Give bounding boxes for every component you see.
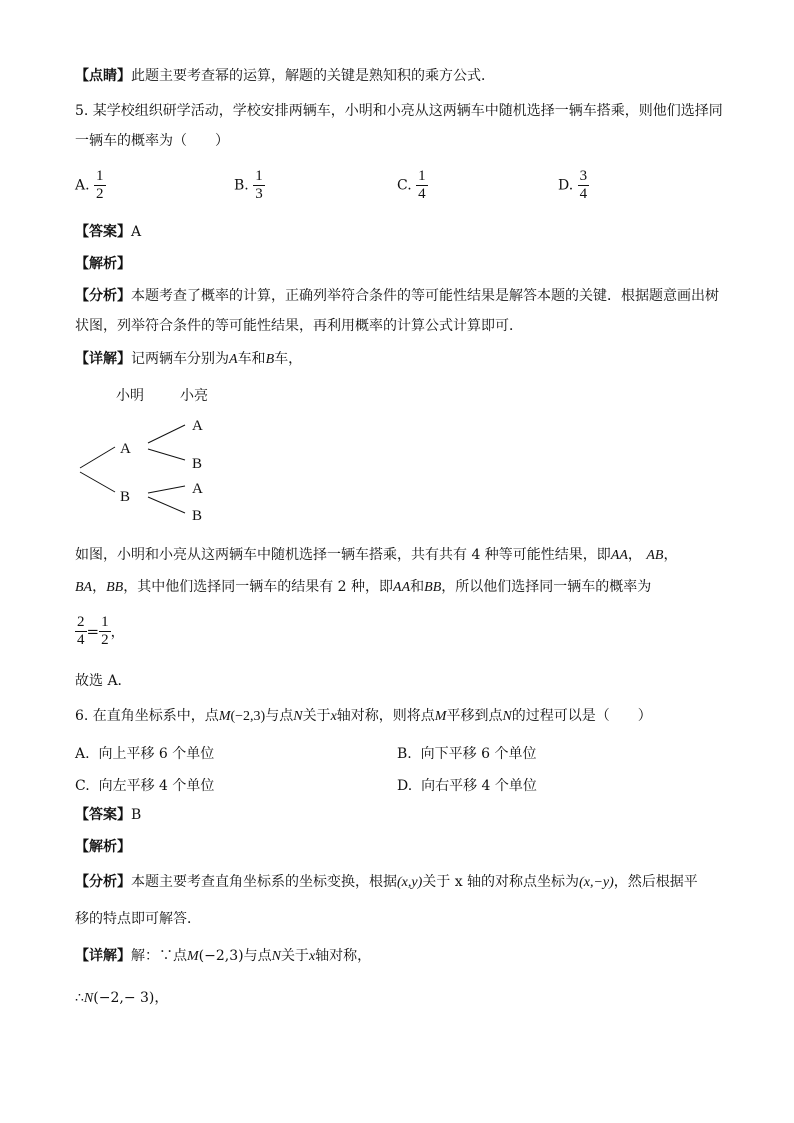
q6-fenxi-line2: 移的特点即可解答． — [75, 911, 201, 927]
fraction: $\frac{1}{2}$ — [101, 614, 109, 648]
q5-stem-line1: 5. 某学校组织研学活动，学校安排两辆车，小明和小亮从这两辆车中随机选择一辆车搭乘，则他们选择同 — [75, 103, 723, 119]
q5-option-a — [75, 168, 106, 203]
tree-branch — [148, 486, 185, 493]
q6-jiexi-heading: 【解析】 — [75, 839, 131, 855]
tree-leaf-b: B — [192, 456, 203, 472]
q6-therefore-line: ∴N(−2,− 3)， — [75, 990, 169, 1006]
q5-detail-line: 【详解】记两辆车分别为A车和B车， — [75, 351, 303, 367]
q5-option-d — [558, 168, 589, 203]
option-fraction: $\frac{1}{4}$ — [418, 168, 426, 202]
q5-option-c — [397, 168, 428, 203]
q5-answer: A — [131, 224, 142, 240]
q5-para1: 如图，小明和小亮从这两辆车中随机选择一辆车搭乘，共有共有 4 种等可能性结果，即AA， AB， — [75, 547, 678, 563]
tree-label-xiaoming: 小明 — [116, 388, 144, 404]
dianjing-text: 此题主要考查幂的运算，解题的关键是熟知积的乘方公式． — [131, 68, 495, 84]
q5-equation: $\frac{2}{4}$ = $\frac{1}{2}$ ， — [77, 614, 125, 648]
q6-option-b: B. 向下平移 6 个单位 — [397, 746, 537, 762]
q5-jiexi-heading: 【解析】 — [75, 256, 131, 272]
q6-fenxi-line1: 【分析】本题主要考查直角坐标系的坐标变换，根据(x,y)关于 x 轴的对称点坐标为(x,−y)，然后根据平 — [75, 874, 698, 890]
q6-option-d: D. 向右平移 4 个单位 — [397, 778, 537, 794]
fenxi-heading: 【分析】 — [75, 288, 131, 304]
tree-branch — [148, 449, 185, 460]
tree-node-a: A — [120, 441, 131, 457]
answer-heading: 【答案】 — [75, 807, 131, 823]
tree-node-b: B — [120, 489, 131, 505]
tree-leaf-a: A — [192, 481, 203, 497]
q6-answer: B — [131, 807, 142, 823]
q5-para2: BA，BB，其中他们选择同一辆车的结果有 2 种，即AA和BB，所以他们选择同一辆车的概率为 — [75, 579, 652, 595]
q5-option-b — [234, 168, 265, 203]
fenxi-heading: 【分析】 — [75, 874, 131, 890]
option-letter: B. — [234, 177, 249, 194]
answer-heading: 【答案】 — [75, 224, 131, 240]
fraction: $\frac{2}{4}$ — [77, 614, 85, 648]
tree-branch — [80, 472, 115, 492]
tree-leaf-b: B — [192, 508, 203, 524]
tree-diagram — [70, 380, 230, 530]
q5-fenxi-line1 — [75, 286, 719, 306]
tree-label-xiaoliang: 小亮 — [180, 388, 208, 404]
q5-fenxi-line2: 状图，列举符合条件的等可能性结果，再利用概率的计算公式计算即可． — [75, 318, 523, 334]
option-letter: D. — [558, 177, 574, 194]
fenxi-text: 本题考查了概率的计算，正确列举符合条件的等可能性结果是解答本题的关键．根据题意画出树 — [131, 288, 719, 304]
dianjing-heading: 【点睛】 — [75, 68, 131, 84]
detail-heading: 【详解】 — [75, 948, 131, 964]
option-fraction: $\frac{1}{2}$ — [96, 168, 104, 202]
q6-detail-line: 【详解】解：∵点M(−2,3)与点N关于x轴对称， — [75, 948, 372, 964]
tree-branch — [80, 447, 115, 468]
q6-stem: 6. 在直角坐标系中，点M(−2,3)与点N关于x轴对称，则将点M平移到点N的过程可以是（ ） — [75, 708, 652, 724]
q6-answer-line — [75, 805, 141, 825]
tree-leaf-a: A — [192, 418, 203, 434]
dianjing-line — [75, 66, 495, 86]
option-fraction: $\frac{3}{4}$ — [579, 168, 588, 202]
tree-branch — [148, 425, 185, 443]
q6-option-a: A. 向上平移 6 个单位 — [75, 746, 215, 762]
option-letter: A. — [75, 177, 90, 194]
q5-conclusion: 故选 A． — [75, 673, 132, 689]
option-letter: C. — [397, 177, 412, 194]
tree-branch — [148, 497, 185, 513]
q5-stem-line2: 一辆车的概率为（ ） — [75, 133, 229, 149]
q5-answer-line — [75, 222, 141, 242]
option-fraction: $\frac{1}{3}$ — [255, 168, 263, 202]
q6-option-c: C. 向左平移 4 个单位 — [75, 778, 215, 794]
detail-heading: 【详解】 — [75, 351, 131, 367]
